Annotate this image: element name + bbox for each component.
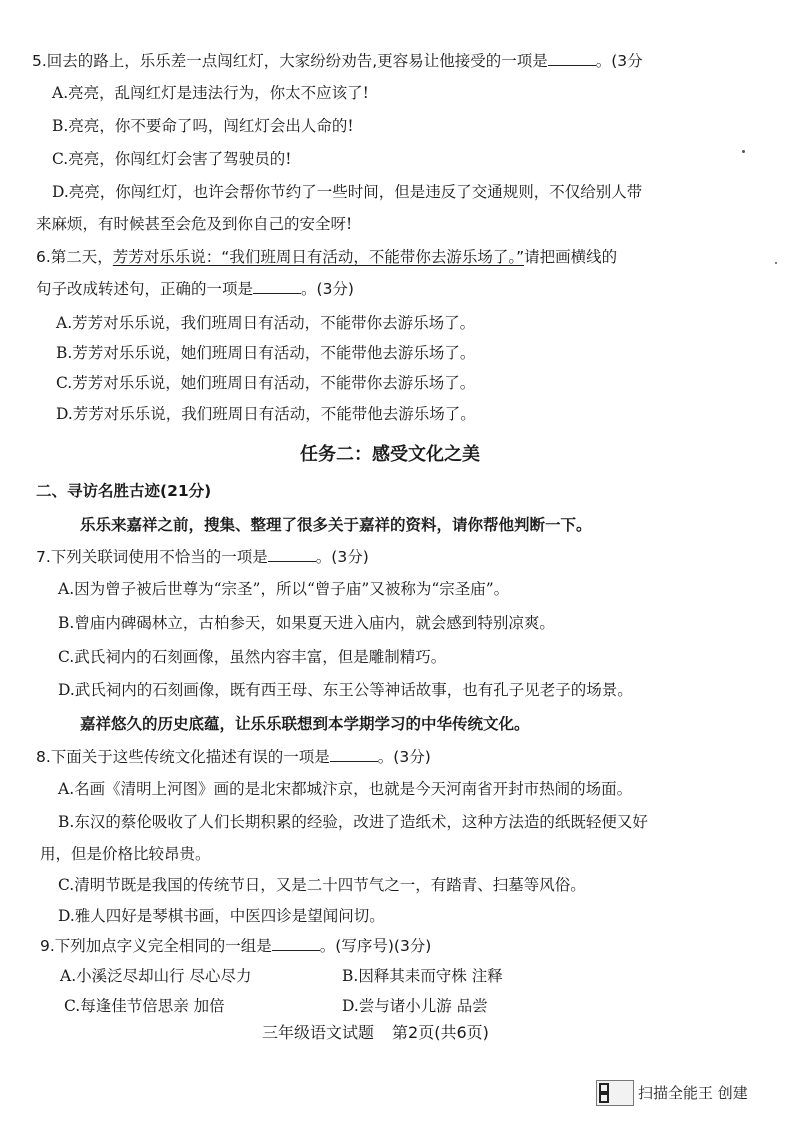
answer-blank — [330, 747, 378, 762]
qr-corner — [599, 1093, 609, 1103]
q5-option-a: A.亮亮，乱闯红灯是违法行为，你太不应该了! — [52, 84, 369, 102]
q6-option-d: D.芳芳对乐乐说，我们班周日有活动，不能带他去游乐场了。 — [56, 405, 476, 423]
q9-option-a: A.小溪泛尽却山行 尽心尽力 — [60, 967, 252, 985]
q8-stem-text: 8.下面关于这些传统文化描述有误的一项是 — [36, 748, 330, 766]
q8-stem-end: 。(3分) — [377, 748, 431, 766]
q7-option-d: D.武氏祠内的石刻画像，既有西王母、东王公等神话故事，也有孔子见老子的场景。 — [58, 681, 633, 699]
answer-blank — [268, 547, 316, 562]
q5-option-b: B.亮亮，你不要命了吗，闯红灯会出人命的! — [52, 117, 354, 135]
q6-option-b: B.芳芳对乐乐说，她们班周日有活动，不能带他去游乐场了。 — [56, 344, 476, 362]
part2-heading: 二、寻访名胜古迹(21分) — [36, 482, 212, 500]
q8-stem — [36, 746, 431, 768]
q9-stem — [40, 935, 431, 957]
answer-blank — [548, 51, 596, 66]
answer-blank — [253, 279, 301, 294]
qr-corner — [599, 1083, 609, 1093]
q6-option-a: A.芳芳对乐乐说，我们班周日有活动，不能带你去游乐场了。 — [56, 314, 476, 332]
q9-option-b: B.因释其耒而守株 注释 — [342, 967, 503, 985]
q6-stem2-end: 。(3分) — [301, 280, 354, 298]
answer-blank — [272, 936, 320, 951]
q7-option-b: B.曾庙内碑碣林立，古柏参天，如果夏天进入庙内，就会感到特别凉爽。 — [58, 614, 555, 632]
q5-stem-end: 。(3分 — [595, 52, 643, 70]
q5-stem — [32, 50, 643, 72]
q8-option-a: A.名画《清明上河图》画的是北宋都城汴京，也就是今天河南省开封市热闹的场面。 — [58, 780, 633, 798]
scanner-watermark: 扫描全能王 创建 — [638, 1084, 748, 1102]
part2-intro: 乐乐来嘉祥之前，搜集、整理了很多关于嘉祥的资料，请你帮他判断一下。 — [80, 516, 592, 534]
q8-option-b-line1: B.东汉的蔡伦吸收了人们长期积累的经验，改进了造纸术，这种方法造的纸既轻便又好 — [58, 813, 648, 831]
page-footer — [262, 1022, 489, 1044]
q5-option-c: C.亮亮，你闯红灯会害了驾驶员的! — [52, 150, 292, 168]
q9-stem-text: 9.下列加点字义完全相同的一组是 — [40, 937, 272, 955]
q8-option-d: D.雅人四好是琴棋书画，中医四诊是望闻问切。 — [58, 907, 385, 925]
q6-stem-line2 — [36, 278, 354, 300]
q7-option-c: C.武氏祠内的石刻画像，虽然内容丰富，但是雕制精巧。 — [58, 648, 447, 666]
q7-stem — [36, 546, 369, 568]
q7-option-a: A.因为曾子被后世尊为“宗圣”，所以“曾子庙”又被称为“宗圣庙”。 — [58, 580, 510, 598]
q6-stem-tail: 请把画横线的 — [524, 248, 618, 266]
scan-speck — [742, 150, 745, 153]
q5-stem-text: 5.回去的路上，乐乐差一点闯红灯，大家纷纷劝告,更容易让他接受的一项是 — [32, 52, 548, 70]
q8-option-c: C.清明节既是我国的传统节日，又是二十四节气之一，有踏青、扫墓等风俗。 — [58, 876, 586, 894]
q6-number: 6.第二天， — [36, 248, 113, 266]
q9-option-c: C.每逢佳节倍思亲 加倍 — [64, 997, 225, 1015]
footer-grade: 三年级语文试题 — [262, 1023, 375, 1042]
q7-followup-note: 嘉祥悠久的历史底蕴，让乐乐联想到本学期学习的中华传统文化。 — [80, 715, 530, 733]
q6-option-c: C.芳芳对乐乐说，她们班周日有活动，不能带你去游乐场了。 — [56, 374, 476, 392]
q8-option-b-line2: 用，但是价格比较昂贵。 — [40, 845, 211, 863]
q6-stem — [36, 246, 617, 268]
task2-title: 任务二：感受文化之美 — [300, 444, 480, 465]
q7-stem-end: 。(3分) — [315, 548, 369, 566]
q9-stem-end: 。(写序号)(3分) — [319, 937, 432, 955]
footer-page-number: 第2页(共6页) — [392, 1023, 489, 1042]
q5-option-d-line1: D.亮亮，你闯红灯，也许会帮你节约了一些时间，但是违反了交通规则，不仅给别人带 — [52, 183, 643, 201]
q5-option-d-line2: 来麻烦，有时候甚至会危及到你自己的安全呀! — [36, 215, 353, 233]
q9-option-d: D.尝与诸小儿游 品尝 — [342, 997, 488, 1015]
q6-underlined-sentence: 芳芳对乐乐说：“我们班周日有活动，不能带你去游乐场了。” — [112, 248, 525, 266]
q7-stem-text: 7.下列关联词使用不恰当的一项是 — [36, 548, 268, 566]
scan-speck — [775, 262, 777, 264]
scanner-logo-icon — [596, 1080, 634, 1106]
q6-stem2-text: 句子改成转述句，正确的一项是 — [36, 280, 254, 298]
